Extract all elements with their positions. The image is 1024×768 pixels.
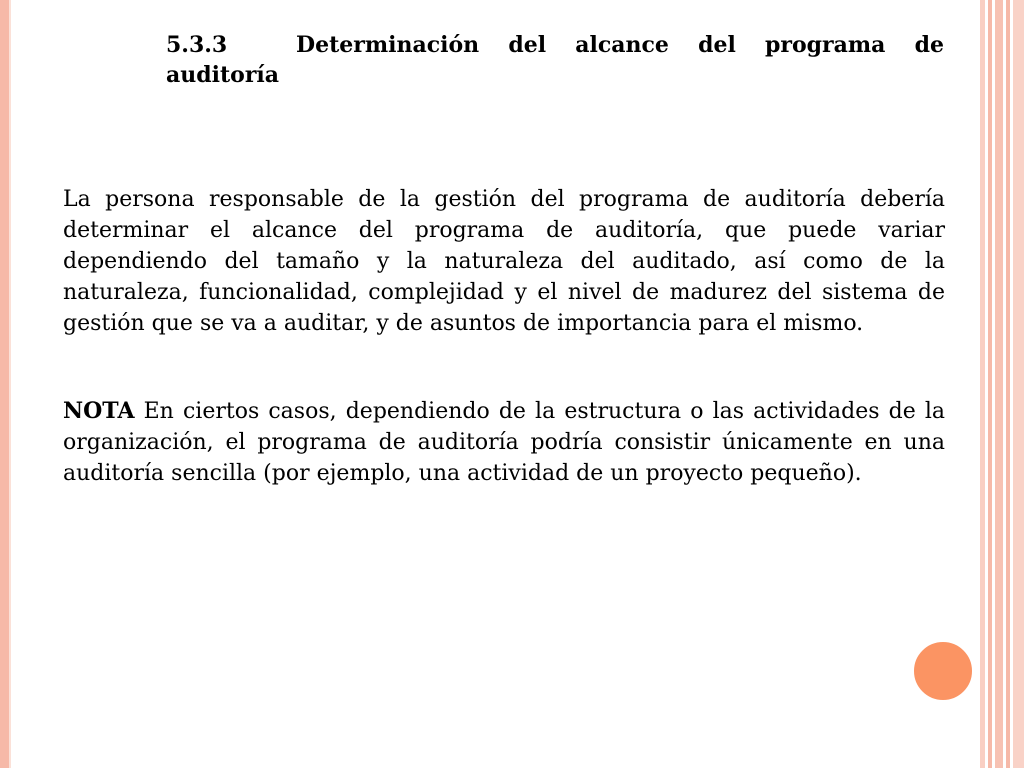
note-label: NOTA [63,398,135,424]
body-paragraph: La persona responsable de la gestión del programa de auditoría debería determinar el alcance del programa de auditoría, que puede variar dependiendo del tamaño y la naturaleza del auditado, así como de la naturaleza, funcionalidad, complejidad y el nivel de madurez del sistema de gestión que se va a auditar, y de asuntos de importancia para el mismo. [63,187,945,336]
left-decorative-strip [0,0,9,768]
note-text: En ciertos casos, dependiendo de la estructura o las actividades de la organización, el programa de auditoría podría consistir únicamente en una auditoría sencilla (por ejemplo, una actividad de un proyecto pequeño). [63,399,945,486]
note-paragraph [63,396,945,489]
right-stripe-2 [988,0,992,768]
right-stripe-1 [980,0,985,768]
left-strip-inner-line [9,0,11,768]
right-stripe-4 [1006,0,1010,768]
section-title: Determinación del alcance del programa de auditoría [166,32,944,88]
decorative-circle [912,640,974,702]
right-stripe-3 [995,0,1003,768]
section-number: 5.3.3 [166,32,228,58]
right-stripe-5 [1013,0,1024,768]
section-heading [166,30,944,90]
